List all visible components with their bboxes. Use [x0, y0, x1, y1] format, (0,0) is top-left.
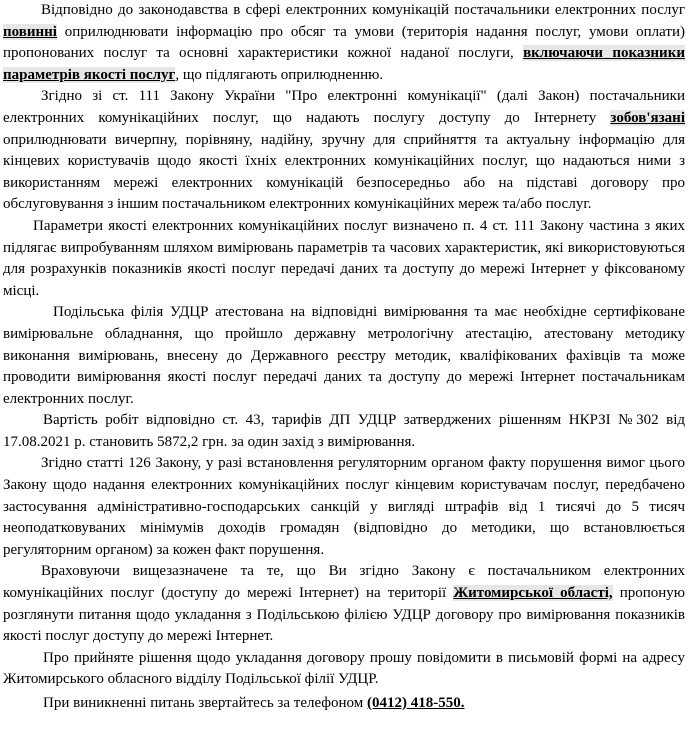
paragraph-text: Подільська філія УДЦР атестована на відповідні вимірювання та має необхідне сертифіковане вимірювальне обладнання, що пройшло державну метрологічну атестацію, атестовану методику виконання вимірювань, внесену до Державного реєстру методик, кваліфікованих фахівців та може проводити вимірювання якості послуг передачі даних та доступу до мережі Інтернет постачальникам електронних послуг. [3, 304, 685, 407]
paragraph-article-111 [3, 86, 685, 216]
paragraph-proposal [3, 561, 685, 647]
paragraph-quality-parameters [3, 216, 685, 302]
paragraph-text: , що підлягають оприлюдненню. [175, 66, 384, 83]
emphasized-text: Житомирської області, [453, 585, 613, 602]
paragraph-podilska-branch [3, 302, 685, 410]
paragraph-text: Відповідно до законодавства в сфері електронних комунікацій постачальники електронних послуг [41, 2, 685, 18]
paragraph-text: При виникненні питань звертайтесь за телефоном [43, 695, 368, 711]
paragraph-text: Параметри якості електронних комунікаційних послуг визначено п. 4 ст. 111 Закону частина з яких підлягає випробуванням шляхом вимірювань параметрів та часових характеристик, які використовуються для розрахунків показників якості послуг передачі даних та доступу до мережі Інтернет у фіксованому місці. [3, 217, 685, 299]
paragraph-contact-phone [3, 691, 685, 715]
paragraph-text: пропоную розглянути питання щодо укладання з Подільською філією УДЦР договору про вимірювання показників якості послуг доступу до мережі Інтернет. [3, 585, 685, 645]
paragraph-text: Згідно зі ст. 111 Закону України "Про електронні комунікації" (далі Закон) постачальники електронних комунікаційних послуг, що надають послугу доступу до Інтернету [3, 88, 685, 126]
paragraph-decision-request [3, 648, 685, 691]
emphasized-text: включаючи показники параметрів якості послуг [3, 45, 685, 83]
emphasized-text: повинні [3, 23, 57, 40]
paragraph-text: оприлюднювати вичерпну, порівняну, надійну, зручну для сприйняття та актуальну інформацію для кінцевих користувачів щодо якості їхніх електронних комунікаційних послуг, що надаються ними з використанням мережі електронних комунікацій безпосередньо або на підставі договору про обслуговування з іншим постачальником електронних комунікаційних мереж та/або послуг. [3, 131, 685, 213]
paragraph-article-126 [3, 453, 685, 561]
emphasized-text: зобов'язані [610, 109, 685, 126]
paragraph-disclosure-obligation [3, 0, 685, 86]
emphasized-text: (0412) 418-550. [367, 695, 465, 711]
paragraph-text: Вартість робіт відповідно ст. 43, тарифів ДП УДЦР затверджених рішенням НКРЗІ №302 від 17.08.2021 р. становить 5872,2 грн. за один захід з вимірювання. [3, 412, 685, 450]
paragraph-text: Згідно статті 126 Закону, у разі встановлення регуляторним органом факту порушення вимог цього Закону щодо надання електронних комунікаційних послуг кінцевим користувачам послуг, передбачено застосування адміністративно-господарських санкцій у вигляді штрафів від 1 тисячі до 5 тисяч неоподатковуваних мінімумів доходів громадян (відповідно до методики, що встановлюється регуляторним органом) за кожен факт порушення. [3, 455, 685, 558]
paragraph-text: Враховуючи вищезазначене та те, що Ви згідно Закону є постачальником електронних комунікаційних послуг (доступу до мережі Інтернет) на території [3, 563, 685, 602]
paragraph-cost [3, 410, 685, 453]
paragraph-text: Про прийняте рішення щодо укладання договору прошу повідомити в письмовій формі на адресу Житомирського обласного відділу Подільської філії УДЦР. [3, 649, 685, 688]
paragraph-text: оприлюднювати інформацію про обсяг та умови (територія надання послуг, умови оплати) пропонованих послуг та основні характеристики кожної наданої послуги, [3, 23, 685, 62]
